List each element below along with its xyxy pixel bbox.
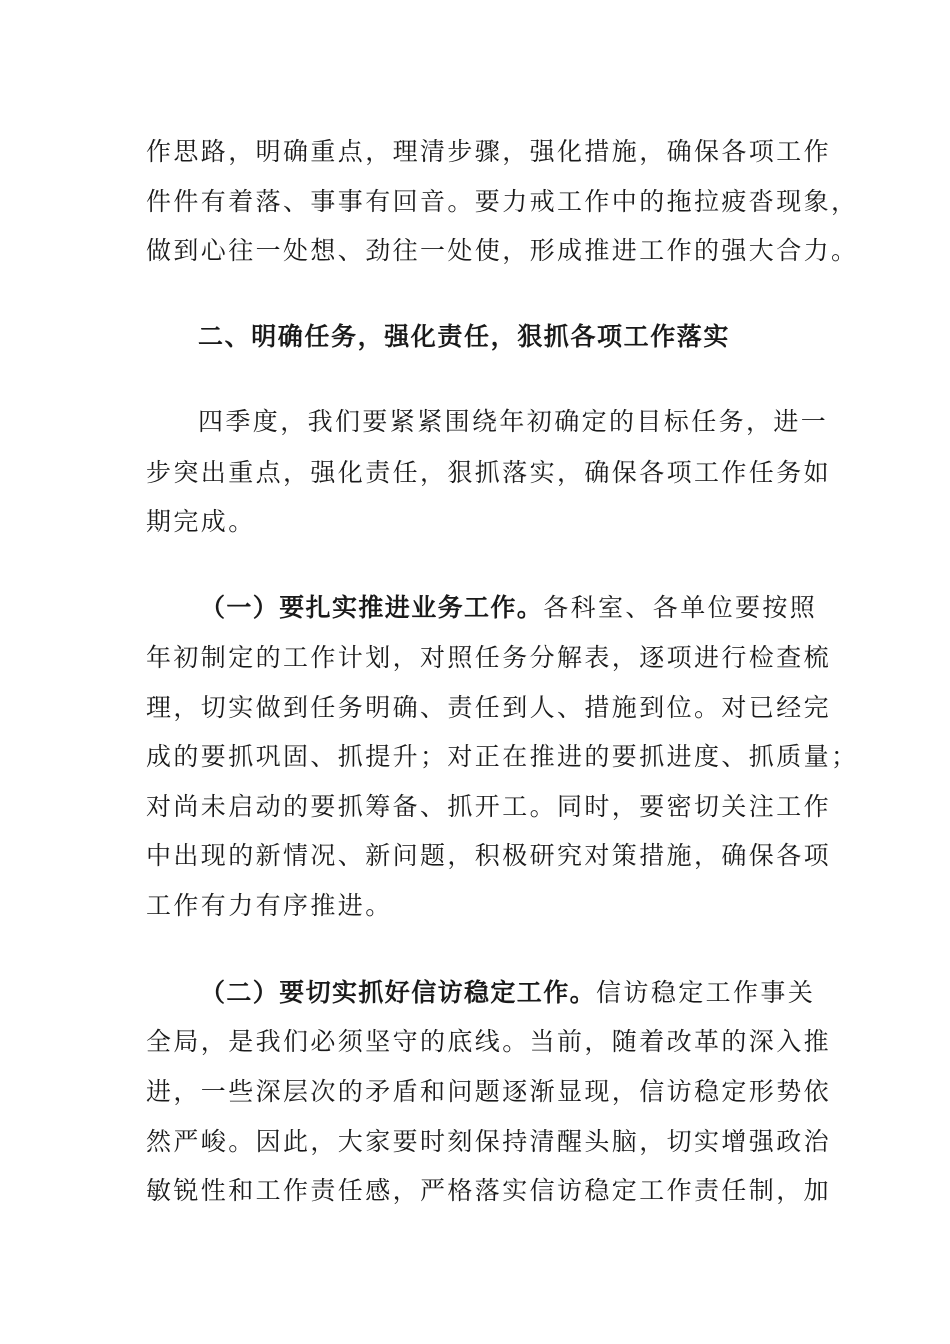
paragraph-line: 工作有力有序推进。 xyxy=(146,891,393,920)
paragraph-line: 期完成。 xyxy=(146,507,256,536)
item-first-line xyxy=(200,593,817,623)
item-lead: （一）要扎实推进业务工作。 xyxy=(200,593,544,622)
paragraph-line: 进，一些深层次的矛盾和问题逐渐显现，信访稳定形势依 xyxy=(146,1077,832,1106)
paragraph-line: 年初制定的工作计划，对照任务分解表，逐项进行检查梳 xyxy=(146,643,832,672)
paragraph-line: 中出现的新情况、新问题，积极研究对策措施，确保各项 xyxy=(146,841,832,870)
paragraph-line: 理，切实做到任务明确、责任到人、措施到位。对已经完 xyxy=(146,693,832,722)
item-lead-rest: 各科室、各单位要按照 xyxy=(543,593,818,622)
paragraph-line: 敏锐性和工作责任感，严格落实信访稳定工作责任制，加 xyxy=(146,1176,832,1205)
paragraph-line: 做到心往一处想、劲往一处使，形成推进工作的强大合力。 xyxy=(146,236,859,265)
paragraph-line: 件件有着落、事事有回音。要力戒工作中的拖拉疲沓现象， xyxy=(146,187,859,216)
paragraph-line: 成的要抓巩固、抓提升；对正在推进的要抓进度、抓质量； xyxy=(146,742,859,771)
item-lead-rest: 信访稳定工作事关 xyxy=(596,978,816,1007)
paragraph-line: 全局，是我们必须坚守的底线。当前，随着改革的深入推 xyxy=(146,1027,832,1056)
paragraph-line: 作思路，明确重点，理清步骤，强化措施，确保各项工作 xyxy=(146,137,832,166)
paragraph-line: 四季度，我们要紧紧围绕年初确定的目标任务，进一 xyxy=(198,407,829,436)
paragraph-line: 然严峻。因此，大家要时刻保持清醒头脑，切实增强政治 xyxy=(146,1127,832,1156)
section-heading: 二、明确任务，强化责任，狠抓各项工作落实 xyxy=(198,322,731,351)
paragraph-line: 对尚未启动的要抓筹备、抓开工。同时，要密切关注工作 xyxy=(146,792,832,821)
item-lead: （二）要切实抓好信访稳定工作。 xyxy=(200,978,597,1007)
paragraph-line: 步突出重点，强化责任，狠抓落实，确保各项工作任务如 xyxy=(146,458,832,487)
item-first-line xyxy=(200,978,815,1008)
